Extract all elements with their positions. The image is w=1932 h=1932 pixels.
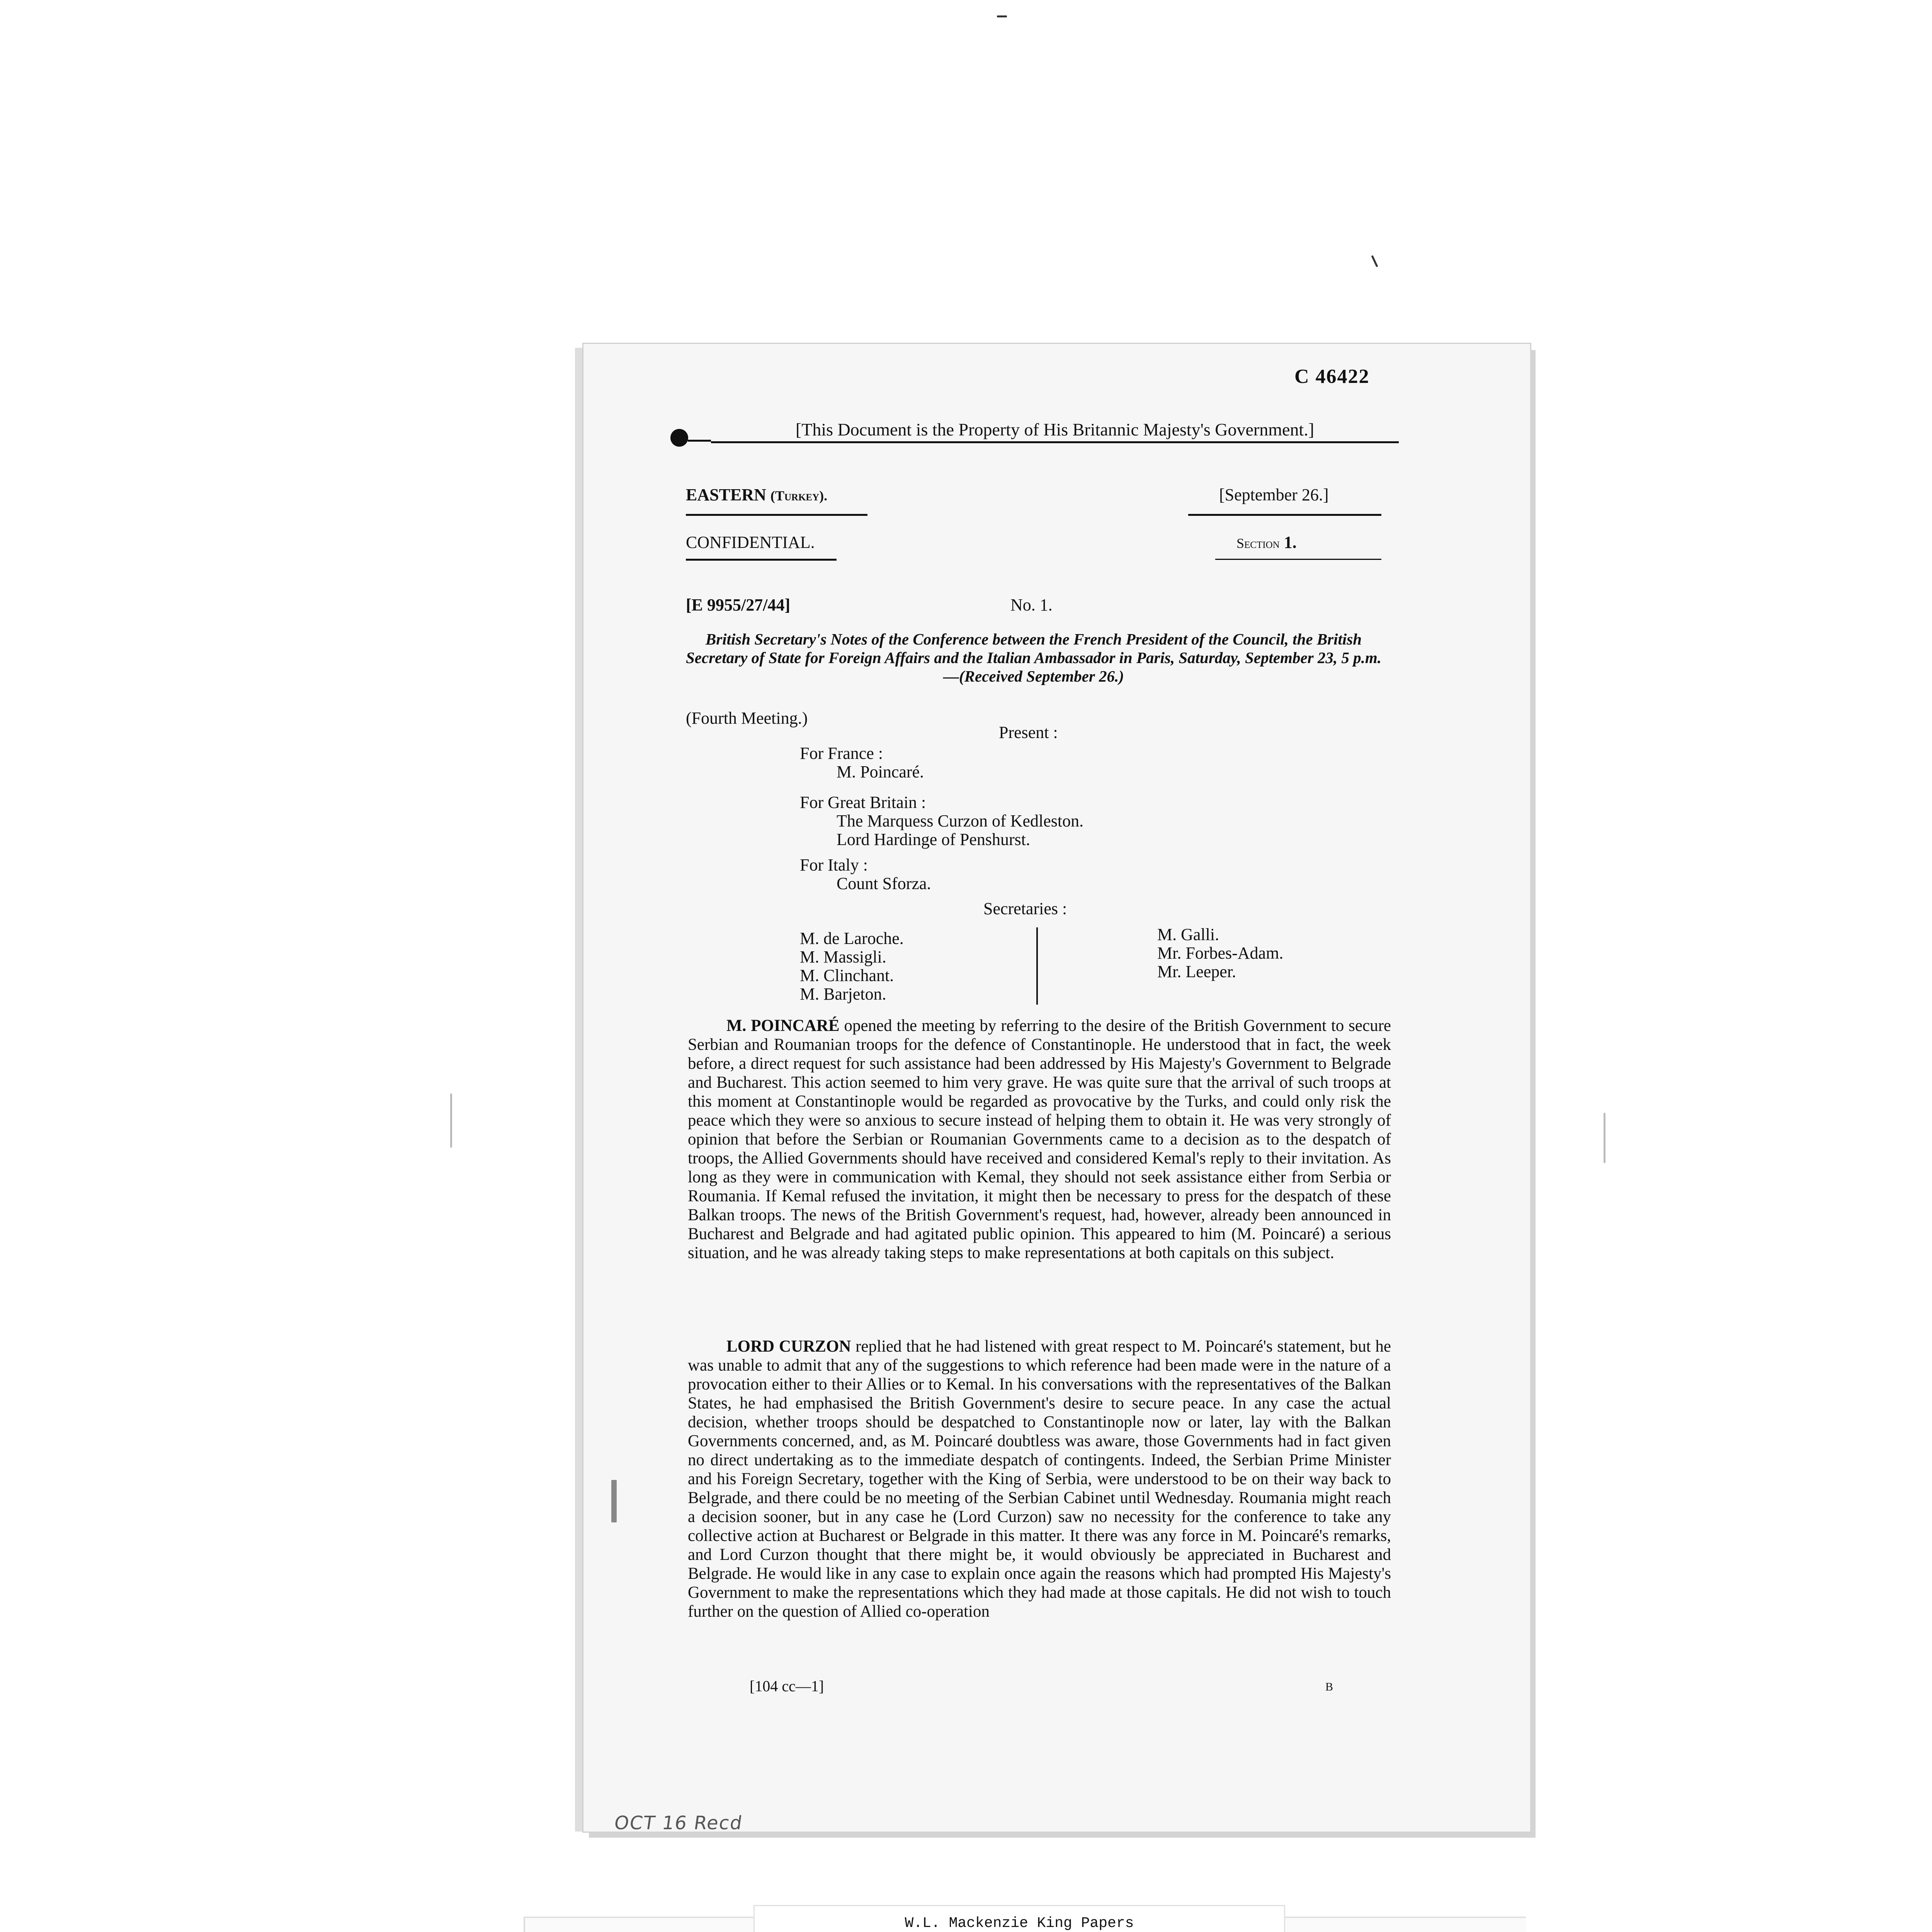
paragraph-curzon: [688, 1337, 1391, 1621]
secretary-name: M. Barjeton.: [800, 985, 886, 1003]
section-label-group: [1236, 532, 1297, 552]
reference-number: C 46422: [1294, 366, 1370, 388]
secretary-name: M. Galli.: [1157, 925, 1219, 944]
department-rule: [686, 514, 867, 516]
department-label: [686, 485, 827, 505]
scan-speck: [611, 1480, 617, 1522]
document-number: No. 1.: [1010, 595, 1053, 614]
attendee-group-italy: [800, 856, 931, 893]
collection-name: W.L. Mackenzie King Papers: [905, 1915, 1134, 1932]
department: EASTERN: [686, 485, 766, 504]
property-notice: [This Document is the Property of His Britannic Majesty's Government.]: [711, 419, 1399, 443]
collection-label: [753, 1905, 1285, 1932]
secretary-name: Mr. Leeper.: [1157, 962, 1236, 981]
department-sub: (Turkey).: [770, 488, 828, 503]
attendee-group-great-britain: [800, 793, 1083, 849]
date-rule: [1188, 514, 1381, 516]
secretaries-heading: Secretaries :: [983, 899, 1067, 918]
scan-speck: [1371, 255, 1378, 267]
country-label: For France :: [800, 744, 883, 763]
scan-speck: [450, 1094, 452, 1148]
scan-speck: [1604, 1113, 1605, 1163]
file-code: [E 9955/27/44]: [686, 595, 791, 614]
paragraph-text: replied that he had listened with great respect to M. Poincaré's statement, but he was unable to admit that any of the suggestions to which reference had been made were in the nature of a provocation either to their Allies or to Kemal. In his conversations with the representatives of the Balkan States, he had emphasised the British Government's desire to secure peace. In any case the actual decision, whether troops should be despatched to Constantinople now or later, lay with the Balkan Governments concerned, and, as M. Poincaré doubtless was aware, those Governments had in fact given no direct undertaking as to the immediate despatch of contingents. Indeed, the Serbian Prime Minister and his Foreign Secretary, together with the King of Serbia, were understood to be on their way back to Belgrade, and there could be no meeting of the Serbian Cabinet until Wednesday. Roumania might reach a decision sooner, but in any case he (Lord Curzon) saw no necessity for the conference to take any collective action at Bucharest or Belgrade in this matter. It there was any force in M. Poincaré's remarks, and Lord Curzon thought that there might be, it would obviously be appreciated in Bucharest and Belgrade. He would like in any case to explain once again the reasons which had prompted His Majesty's Government to make the representations which they had made at those capitals. He did not wish to touch further on the question of Allied co-operation: [688, 1337, 1391, 1621]
print-code: [104 cc—1]: [750, 1677, 824, 1695]
secretaries-right-column: [1157, 925, 1283, 981]
rule-lead: [688, 440, 711, 442]
attendee-name: The Marquess Curzon of Kedleston.: [837, 811, 1084, 830]
section-rule: [1215, 559, 1381, 560]
attendee-group-france: [800, 744, 924, 781]
speaker-name: LORD CURZON: [726, 1337, 851, 1355]
signature-mark: B: [1325, 1680, 1333, 1693]
attendee-name: Count Sforza.: [837, 874, 931, 893]
section-label: Section: [1236, 536, 1280, 551]
secretary-name: M. de Laroche.: [800, 929, 904, 948]
document-date: [September 26.]: [1219, 485, 1329, 504]
document-title: British Secretary's Notes of the Conference between the French President of the Council, the British Secretary of State for Foreign Affairs and the Italian Ambassador in Paris, Saturday, September 23, 5 p.m.—(Received September 26.): [686, 630, 1381, 685]
attendee-name: Lord Hardinge of Penshurst.: [837, 830, 1031, 849]
secretary-name: M. Massigli.: [800, 947, 886, 966]
country-label: For Great Britain :: [800, 793, 926, 812]
secretary-name: M. Clinchant.: [800, 966, 894, 985]
secretaries-left-column: [800, 929, 904, 1003]
classification: CONFIDENTIAL.: [686, 533, 815, 552]
meeting-label: (Fourth Meeting.): [686, 709, 808, 728]
received-stamp: OCT 16 Recd: [613, 1812, 744, 1834]
punch-hole-mark: [670, 429, 688, 447]
attendee-name: M. Poincaré.: [837, 762, 924, 781]
scan-speck: [997, 15, 1007, 17]
section-number: 1.: [1284, 533, 1297, 552]
speaker-name: M. POINCARÉ: [726, 1017, 840, 1035]
column-divider: [1036, 927, 1038, 1005]
paragraph-text: opened the meeting by referring to the desire of the British Government to secure Serbian and Roumanian troops for the defence of Constantinople. He understood that in fact, the week before, a direct request for such assistance had been addressed by His Majesty's Government to Belgrade and Bucharest. This action seemed to him very grave. He was quite sure that the arrival of such troops at this moment at Constantinople would be regarded as provocative by the Turks, and could only risk the peace which they were so anxious to secure instead of helping them to obtain it. He was very strongly of opinion that before the Serbian or Roumanian Governments came to a decision as to the despatch of troops, the Allied Governments should have received and considered Kemal's reply to their invitation. As long as they were in communication with Kemal, they should not seek assistance either from Serbia or Roumania. If Kemal refused the invitation, it might then be necessary to press for the despatch of these Balkan troops. The news of the British Government's request, had, however, already been announced in Bucharest and Belgrade and had agitated public opinion. This appeared to him (M. Poincaré) a serious situation, and he was already taking steps to make representations at both capitals on this subject.: [688, 1017, 1391, 1262]
present-heading: Present :: [999, 723, 1058, 742]
paragraph-poincare: [688, 1016, 1391, 1262]
classification-rule: [686, 559, 837, 561]
secretary-name: Mr. Forbes-Adam.: [1157, 944, 1284, 963]
country-label: For Italy :: [800, 855, 868, 874]
